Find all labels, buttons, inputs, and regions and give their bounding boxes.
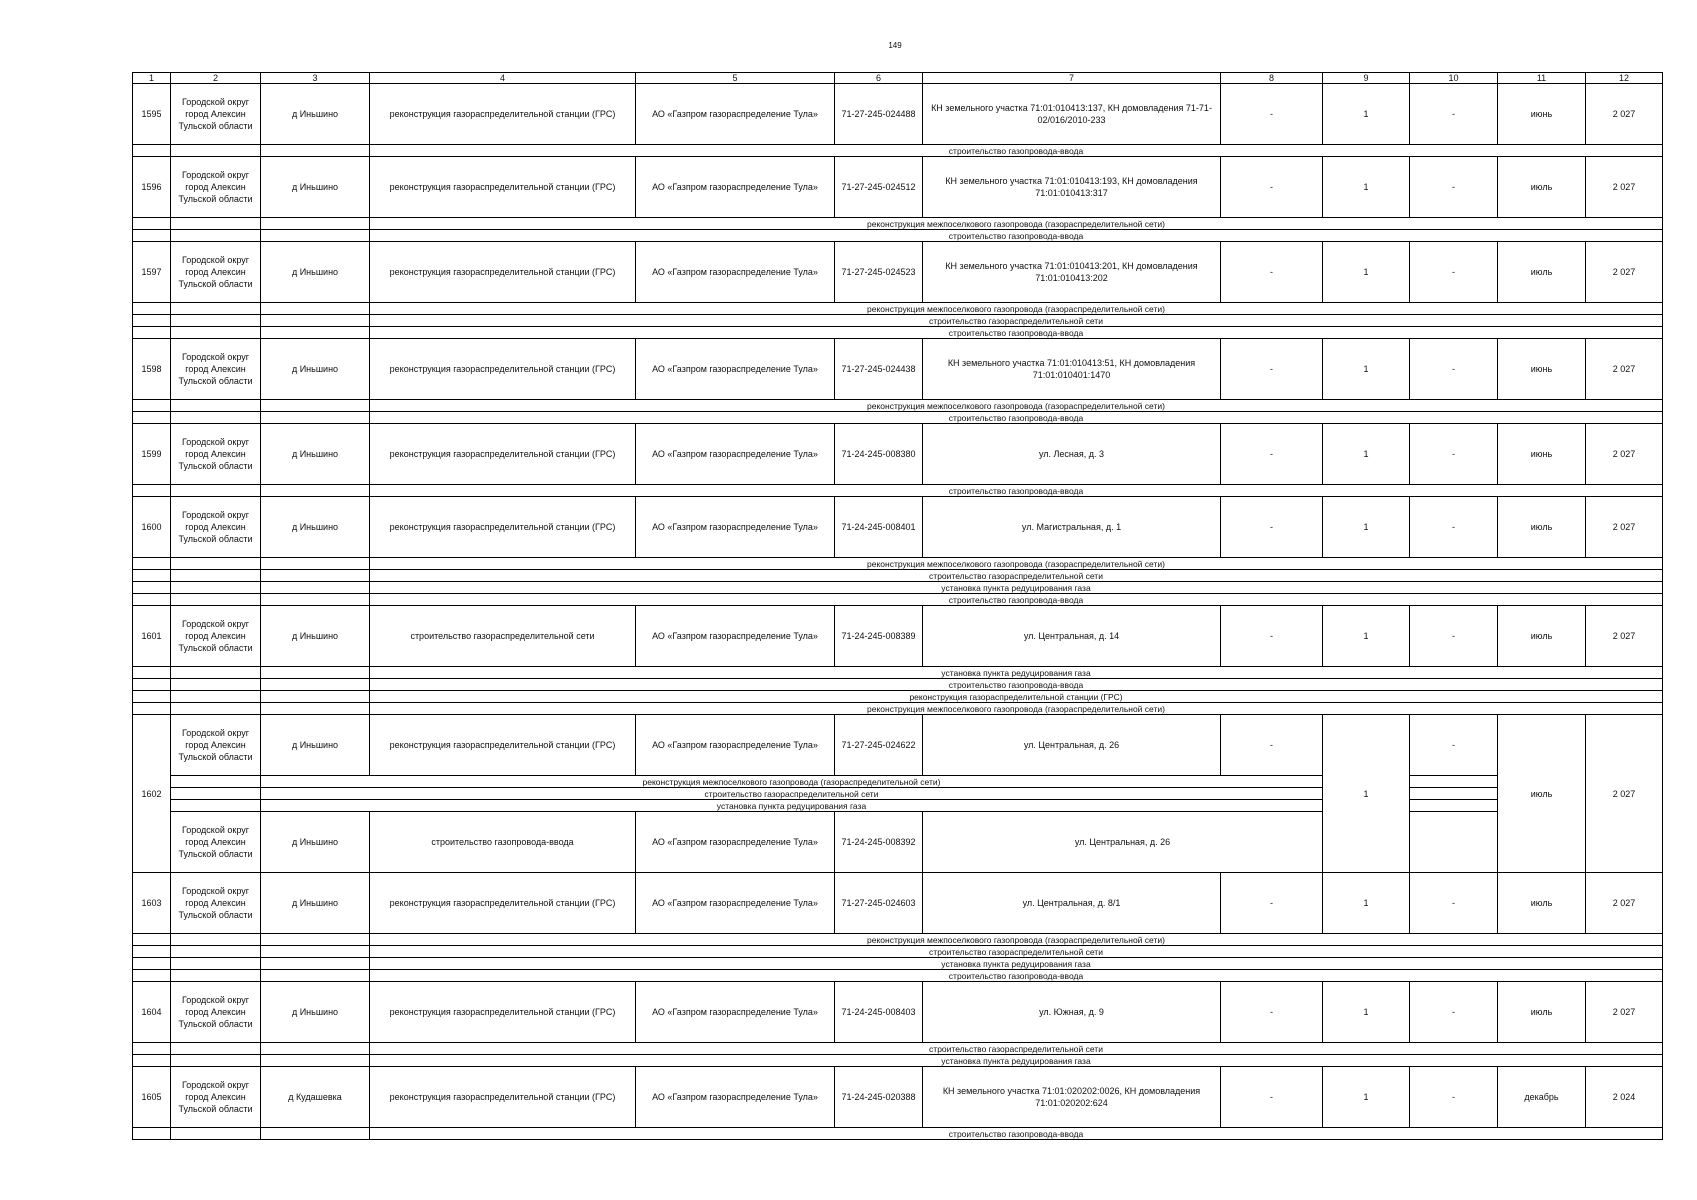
sub-blank-cell bbox=[133, 485, 171, 497]
sub-blank-cell bbox=[171, 679, 261, 691]
district-cell: Городской округ город Алексин Тульской области bbox=[171, 497, 261, 558]
sub-blank-cell bbox=[133, 303, 171, 315]
sub-blank-cell bbox=[133, 691, 171, 703]
col-num-9: 9 bbox=[1323, 73, 1410, 84]
organization-cell: АО «Газпром газораспределение Тула» bbox=[636, 873, 835, 934]
sub-work-text: строительство газопровода-ввода bbox=[370, 679, 1663, 691]
sub-work-text: строительство газопровода-ввода bbox=[370, 145, 1663, 157]
sub-blank-cell bbox=[261, 946, 370, 958]
col10-cell: - bbox=[1410, 715, 1498, 776]
organization-cell: АО «Газпром газораспределение Тула» bbox=[636, 497, 835, 558]
sub-blank-cell bbox=[261, 679, 370, 691]
work-type-cell: строительство газораспределительной сети bbox=[370, 606, 636, 667]
sub-blank-cell bbox=[133, 1128, 171, 1140]
address-cell: КН земельного участка 71:01:010413:51, КН домовладения 71:01:010401:1470 bbox=[923, 339, 1221, 400]
col9-cell: 1 bbox=[1323, 157, 1410, 218]
sub-blank-cell bbox=[261, 230, 370, 242]
col8-cell: - bbox=[1221, 157, 1323, 218]
sub-blank-cell bbox=[133, 570, 171, 582]
record-number: 1599 bbox=[133, 424, 171, 485]
sub-blank-cell bbox=[133, 315, 171, 327]
col9-cell: 1 bbox=[1323, 84, 1410, 145]
year-cell: 2 027 bbox=[1586, 873, 1663, 934]
sub-blank-cell bbox=[171, 145, 261, 157]
sub-work-row bbox=[133, 800, 1663, 812]
sub-blank-cell bbox=[133, 558, 171, 570]
sub-blank-cell bbox=[171, 970, 261, 982]
sub-blank-cell bbox=[171, 594, 261, 606]
sub-blank-cell bbox=[261, 1128, 370, 1140]
sub-blank-cell bbox=[171, 582, 261, 594]
district-cell: Городской округ город Алексин Тульской области bbox=[171, 157, 261, 218]
col10-cell: - bbox=[1410, 424, 1498, 485]
table-row bbox=[133, 242, 1663, 303]
organization-cell: АО «Газпром газораспределение Тула» bbox=[636, 812, 835, 873]
table-row bbox=[133, 715, 1663, 776]
sub-blank-cell bbox=[133, 218, 171, 230]
col8-cell: - bbox=[1221, 242, 1323, 303]
sub-work-text: установка пункта редуцирования газа bbox=[261, 800, 1323, 812]
sub-work-row bbox=[133, 230, 1663, 242]
sub-blank-cell bbox=[171, 800, 261, 812]
table-row bbox=[133, 873, 1663, 934]
table-row bbox=[133, 982, 1663, 1043]
district-cell: Городской округ город Алексин Тульской области bbox=[171, 1067, 261, 1128]
sub-blank-cell bbox=[171, 218, 261, 230]
organization-cell: АО «Газпром газораспределение Тула» bbox=[636, 84, 835, 145]
address-cell: ул. Южная, д. 9 bbox=[923, 982, 1221, 1043]
sub-work-text: строительство газопровода-ввода bbox=[370, 230, 1663, 242]
object-code-cell: 71-27-245-024523 bbox=[835, 242, 923, 303]
sub-blank-cell bbox=[133, 582, 171, 594]
col9-cell: 1 bbox=[1323, 339, 1410, 400]
month-cell: июнь bbox=[1498, 84, 1586, 145]
record-number: 1596 bbox=[133, 157, 171, 218]
sub-work-text: реконструкция газораспределительной станции (ГРС) bbox=[370, 691, 1663, 703]
sub-blank-cell bbox=[171, 1055, 261, 1067]
sub-blank-cell bbox=[261, 1055, 370, 1067]
sub-work-row bbox=[133, 594, 1663, 606]
work-type-cell: реконструкция газораспределительной станции (ГРС) bbox=[370, 424, 636, 485]
sub-blank-cell bbox=[171, 703, 261, 715]
sub-blank-cell bbox=[171, 934, 261, 946]
sub-work-text: реконструкция межпоселкового газопровода (газораспределительной сети) bbox=[370, 303, 1663, 315]
month-cell: июль bbox=[1498, 157, 1586, 218]
sub-blank-cell bbox=[261, 594, 370, 606]
sub-blank-cell bbox=[133, 679, 171, 691]
table-row bbox=[133, 1067, 1663, 1128]
sub-work-text: установка пункта редуцирования газа bbox=[370, 1055, 1663, 1067]
sub-work-text: установка пункта редуцирования газа bbox=[370, 667, 1663, 679]
address-cell: КН земельного участка 71:01:020202:0026, КН домовладения 71:01:020202:624 bbox=[923, 1067, 1221, 1128]
sub-blank-cell bbox=[261, 303, 370, 315]
object-code-cell: 71-24-245-008403 bbox=[835, 982, 923, 1043]
sub-blank-cell bbox=[171, 315, 261, 327]
sub-work-row bbox=[133, 934, 1663, 946]
sub-work-text: реконструкция межпоселкового газопровода (газораспределительной сети) bbox=[370, 400, 1663, 412]
col9-cell: 1 bbox=[1323, 424, 1410, 485]
record-number: 1603 bbox=[133, 873, 171, 934]
sub-work-text: строительство газораспределительной сети bbox=[370, 315, 1663, 327]
year-cell: 2 027 bbox=[1586, 84, 1663, 145]
month-cell: июль bbox=[1498, 715, 1586, 873]
organization-cell: АО «Газпром газораспределение Тула» bbox=[636, 982, 835, 1043]
year-cell: 2 027 bbox=[1586, 157, 1663, 218]
col9-cell: 1 bbox=[1323, 715, 1410, 873]
sub-work-text: строительство газопровода-ввода bbox=[370, 485, 1663, 497]
col10-cell: - bbox=[1410, 606, 1498, 667]
sub-work-row bbox=[133, 776, 1663, 788]
sub-work-row bbox=[133, 145, 1663, 157]
sub-blank-cell bbox=[261, 327, 370, 339]
col10-cell: - bbox=[1410, 157, 1498, 218]
sub-blank-cell bbox=[261, 145, 370, 157]
sub-blank-cell bbox=[171, 667, 261, 679]
year-cell: 2 027 bbox=[1586, 606, 1663, 667]
col9-cell: 1 bbox=[1323, 497, 1410, 558]
col-num-11: 11 bbox=[1498, 73, 1586, 84]
sub-work-row bbox=[133, 788, 1663, 800]
col8-cell: - bbox=[1221, 1067, 1323, 1128]
sub-work-row bbox=[133, 703, 1663, 715]
sub-blank-cell bbox=[171, 946, 261, 958]
sub-work-row bbox=[133, 412, 1663, 424]
object-code-cell: 71-24-245-020388 bbox=[835, 1067, 923, 1128]
address-cell: ул. Магистральная, д. 1 bbox=[923, 497, 1221, 558]
sub-blank-cell bbox=[171, 1043, 261, 1055]
sub-work-row bbox=[133, 679, 1663, 691]
village-cell: д Иньшино bbox=[261, 606, 370, 667]
year-cell: 2 027 bbox=[1586, 715, 1663, 873]
sub-work-text: реконструкция межпоселкового газопровода (газораспределительной сети) bbox=[370, 558, 1663, 570]
sub-blank-cell bbox=[171, 412, 261, 424]
district-cell: Городской округ город Алексин Тульской области bbox=[171, 812, 261, 873]
col-num-4: 4 bbox=[370, 73, 636, 84]
object-code-cell: 71-27-245-024622 bbox=[835, 715, 923, 776]
sub-work-row bbox=[133, 315, 1663, 327]
village-cell: д Иньшино bbox=[261, 84, 370, 145]
sub-work-row bbox=[133, 400, 1663, 412]
sub-work-row bbox=[133, 303, 1663, 315]
object-code-cell: 71-27-245-024438 bbox=[835, 339, 923, 400]
col-num-2: 2 bbox=[171, 73, 261, 84]
sub-blank-cell bbox=[1410, 788, 1498, 800]
year-cell: 2 027 bbox=[1586, 982, 1663, 1043]
object-code-cell: 71-24-245-008380 bbox=[835, 424, 923, 485]
table-row bbox=[133, 339, 1663, 400]
col-num-5: 5 bbox=[636, 73, 835, 84]
col8-cell: - bbox=[1221, 339, 1323, 400]
sub-work-text: установка пункта редуцирования газа bbox=[370, 958, 1663, 970]
col-num-3: 3 bbox=[261, 73, 370, 84]
sub-work-text: строительство газопровода-ввода bbox=[370, 412, 1663, 424]
sub-work-row bbox=[133, 558, 1663, 570]
table-row bbox=[133, 157, 1663, 218]
sub-work-text: строительство газораспределительной сети bbox=[261, 788, 1323, 800]
village-cell: д Иньшино bbox=[261, 497, 370, 558]
col8-cell: - bbox=[1221, 715, 1323, 776]
sub-blank-cell bbox=[133, 946, 171, 958]
sub-blank-cell bbox=[171, 570, 261, 582]
organization-cell: АО «Газпром газораспределение Тула» bbox=[636, 339, 835, 400]
object-code-cell: 71-27-245-024488 bbox=[835, 84, 923, 145]
sub-work-text: строительство газораспределительной сети bbox=[370, 946, 1663, 958]
table-row bbox=[133, 84, 1663, 145]
organization-cell: АО «Газпром газораспределение Тула» bbox=[636, 606, 835, 667]
sub-blank-cell bbox=[171, 327, 261, 339]
district-cell: Городской округ город Алексин Тульской области bbox=[171, 715, 261, 776]
object-code-cell: 71-24-245-008389 bbox=[835, 606, 923, 667]
sub-blank-cell bbox=[133, 230, 171, 242]
sub-blank-cell bbox=[261, 1043, 370, 1055]
sub-work-row bbox=[133, 1128, 1663, 1140]
sub-blank-cell bbox=[261, 315, 370, 327]
gasification-table bbox=[132, 72, 1663, 1140]
col10-cell: - bbox=[1410, 873, 1498, 934]
address-cell: ул. Центральная, д. 8/1 bbox=[923, 873, 1221, 934]
sub-blank-cell bbox=[171, 303, 261, 315]
year-cell: 2 027 bbox=[1586, 424, 1663, 485]
col10-cell bbox=[1410, 812, 1498, 873]
col10-cell: - bbox=[1410, 339, 1498, 400]
district-cell: Городской округ город Алексин Тульской области bbox=[171, 424, 261, 485]
work-type-cell: реконструкция газораспределительной станции (ГРС) bbox=[370, 339, 636, 400]
address-cell: КН земельного участка 71:01:010413:137, КН домовладения 71-71-02/016/2010-233 bbox=[923, 84, 1221, 145]
sub-blank-cell bbox=[261, 970, 370, 982]
object-code-cell: 71-27-245-024512 bbox=[835, 157, 923, 218]
col-num-8: 8 bbox=[1221, 73, 1323, 84]
month-cell: июль bbox=[1498, 497, 1586, 558]
month-cell: июль bbox=[1498, 242, 1586, 303]
object-code-cell: 71-24-245-008392 bbox=[835, 812, 923, 873]
col-num-1: 1 bbox=[133, 73, 171, 84]
sub-work-row bbox=[133, 582, 1663, 594]
sub-blank-cell bbox=[133, 1055, 171, 1067]
village-cell: д Кудашевка bbox=[261, 1067, 370, 1128]
col9-cell: 1 bbox=[1323, 242, 1410, 303]
address-cell: ул. Центральная, д. 26 bbox=[923, 812, 1323, 873]
month-cell: июнь bbox=[1498, 424, 1586, 485]
col10-cell: - bbox=[1410, 242, 1498, 303]
organization-cell: АО «Газпром газораспределение Тула» bbox=[636, 242, 835, 303]
record-number: 1605 bbox=[133, 1067, 171, 1128]
work-type-cell: реконструкция газораспределительной станции (ГРС) bbox=[370, 715, 636, 776]
sub-blank-cell bbox=[261, 400, 370, 412]
sub-work-text: реконструкция межпоселкового газопровода (газораспределительной сети) bbox=[370, 703, 1663, 715]
organization-cell: АО «Газпром газораспределение Тула» bbox=[636, 1067, 835, 1128]
organization-cell: АО «Газпром газораспределение Тула» bbox=[636, 157, 835, 218]
col9-cell: 1 bbox=[1323, 1067, 1410, 1128]
sub-blank-cell bbox=[133, 1043, 171, 1055]
sub-work-row bbox=[133, 327, 1663, 339]
sub-work-text: строительство газораспределительной сети bbox=[370, 570, 1663, 582]
record-number: 1604 bbox=[133, 982, 171, 1043]
col-num-12: 12 bbox=[1586, 73, 1663, 84]
col10-cell: - bbox=[1410, 1067, 1498, 1128]
month-cell: июнь bbox=[1498, 339, 1586, 400]
sub-work-text: строительство газораспределительной сети bbox=[370, 1043, 1663, 1055]
col-num-7: 7 bbox=[923, 73, 1221, 84]
column-number-row bbox=[133, 73, 1663, 84]
sub-blank-cell bbox=[261, 691, 370, 703]
sub-work-text: строительство газопровода-ввода bbox=[370, 594, 1663, 606]
col10-cell: - bbox=[1410, 982, 1498, 1043]
address-cell: КН земельного участка 71:01:010413:193, КН домовладения 71:01:010413:317 bbox=[923, 157, 1221, 218]
sub-blank-cell bbox=[171, 230, 261, 242]
district-cell: Городской округ город Алексин Тульской области bbox=[171, 606, 261, 667]
sub-work-row bbox=[133, 570, 1663, 582]
sub-blank-cell bbox=[171, 788, 261, 800]
sub-blank-cell bbox=[133, 327, 171, 339]
record-number: 1600 bbox=[133, 497, 171, 558]
village-cell: д Иньшино bbox=[261, 812, 370, 873]
sub-blank-cell bbox=[261, 934, 370, 946]
work-type-cell: реконструкция газораспределительной станции (ГРС) bbox=[370, 1067, 636, 1128]
table-row bbox=[133, 497, 1663, 558]
sub-work-text: реконструкция межпоселкового газопровода (газораспределительной сети) bbox=[261, 776, 1323, 788]
sub-blank-cell bbox=[171, 776, 261, 788]
object-code-cell: 71-24-245-008401 bbox=[835, 497, 923, 558]
sub-work-row bbox=[133, 691, 1663, 703]
month-cell: декабрь bbox=[1498, 1067, 1586, 1128]
work-type-cell: строительство газопровода-ввода bbox=[370, 812, 636, 873]
village-cell: д Иньшино bbox=[261, 424, 370, 485]
record-number: 1602 bbox=[133, 715, 171, 873]
sub-blank-cell bbox=[171, 1128, 261, 1140]
col8-cell: - bbox=[1221, 424, 1323, 485]
sub-blank-cell bbox=[261, 582, 370, 594]
sub-work-row bbox=[133, 970, 1663, 982]
col8-cell: - bbox=[1221, 982, 1323, 1043]
year-cell: 2 027 bbox=[1586, 497, 1663, 558]
sub-blank-cell bbox=[1410, 800, 1498, 812]
sub-blank-cell bbox=[171, 400, 261, 412]
sub-blank-cell bbox=[133, 594, 171, 606]
col10-cell: - bbox=[1410, 497, 1498, 558]
sub-blank-cell bbox=[133, 412, 171, 424]
organization-cell: АО «Газпром газораспределение Тула» bbox=[636, 424, 835, 485]
sub-blank-cell bbox=[133, 934, 171, 946]
year-cell: 2 024 bbox=[1586, 1067, 1663, 1128]
sub-blank-cell bbox=[1410, 776, 1498, 788]
sub-work-row bbox=[133, 1055, 1663, 1067]
sub-blank-cell bbox=[261, 412, 370, 424]
record-number: 1598 bbox=[133, 339, 171, 400]
year-cell: 2 027 bbox=[1586, 242, 1663, 303]
address-cell: ул. Лесная, д. 3 bbox=[923, 424, 1221, 485]
object-code-cell: 71-27-245-024603 bbox=[835, 873, 923, 934]
district-cell: Городской округ город Алексин Тульской области bbox=[171, 982, 261, 1043]
district-cell: Городской округ город Алексин Тульской области bbox=[171, 84, 261, 145]
record-number: 1597 bbox=[133, 242, 171, 303]
sub-blank-cell bbox=[133, 958, 171, 970]
work-type-cell: реконструкция газораспределительной станции (ГРС) bbox=[370, 84, 636, 145]
page-number: 149 bbox=[888, 41, 902, 50]
sub-work-row bbox=[133, 667, 1663, 679]
work-type-cell: реконструкция газораспределительной станции (ГРС) bbox=[370, 242, 636, 303]
col8-cell: - bbox=[1221, 606, 1323, 667]
year-cell: 2 027 bbox=[1586, 339, 1663, 400]
work-type-cell: реконструкция газораспределительной станции (ГРС) bbox=[370, 157, 636, 218]
sub-blank-cell bbox=[261, 485, 370, 497]
sub-work-text: строительство газопровода-ввода bbox=[370, 1128, 1663, 1140]
district-cell: Городской округ город Алексин Тульской области bbox=[171, 873, 261, 934]
sub-work-text: реконструкция межпоселкового газопровода (газораспределительной сети) bbox=[370, 934, 1663, 946]
sub-work-text: строительство газопровода-ввода bbox=[370, 970, 1663, 982]
district-cell: Городской округ город Алексин Тульской области bbox=[171, 242, 261, 303]
month-cell: июль bbox=[1498, 982, 1586, 1043]
col10-cell: - bbox=[1410, 84, 1498, 145]
village-cell: д Иньшино bbox=[261, 157, 370, 218]
sub-work-row bbox=[133, 218, 1663, 230]
col8-cell: - bbox=[1221, 497, 1323, 558]
month-cell: июль bbox=[1498, 873, 1586, 934]
sub-blank-cell bbox=[133, 145, 171, 157]
table-row bbox=[133, 424, 1663, 485]
sub-work-row bbox=[133, 946, 1663, 958]
sub-blank-cell bbox=[133, 667, 171, 679]
sub-work-row bbox=[133, 485, 1663, 497]
address-cell: КН земельного участка 71:01:010413:201, КН домовладения 71:01:010413:202 bbox=[923, 242, 1221, 303]
col-num-10: 10 bbox=[1410, 73, 1498, 84]
sub-blank-cell bbox=[171, 958, 261, 970]
table-row bbox=[133, 606, 1663, 667]
address-cell: ул. Центральная, д. 26 bbox=[923, 715, 1221, 776]
sub-work-row bbox=[133, 958, 1663, 970]
sub-work-text: строительство газопровода-ввода bbox=[370, 327, 1663, 339]
work-type-cell: реконструкция газораспределительной станции (ГРС) bbox=[370, 497, 636, 558]
district-cell: Городской округ город Алексин Тульской области bbox=[171, 339, 261, 400]
col-num-6: 6 bbox=[835, 73, 923, 84]
record-number: 1595 bbox=[133, 84, 171, 145]
sub-blank-cell bbox=[261, 958, 370, 970]
sub-blank-cell bbox=[171, 691, 261, 703]
col8-cell: - bbox=[1221, 84, 1323, 145]
sub-blank-cell bbox=[261, 218, 370, 230]
village-cell: д Иньшино bbox=[261, 982, 370, 1043]
work-type-cell: реконструкция газораспределительной станции (ГРС) bbox=[370, 982, 636, 1043]
sub-blank-cell bbox=[261, 570, 370, 582]
record-number: 1601 bbox=[133, 606, 171, 667]
sub-work-text: реконструкция межпоселкового газопровода (газораспределительной сети) bbox=[370, 218, 1663, 230]
table-row bbox=[133, 812, 1663, 873]
col9-cell: 1 bbox=[1323, 606, 1410, 667]
col9-cell: 1 bbox=[1323, 982, 1410, 1043]
organization-cell: АО «Газпром газораспределение Тула» bbox=[636, 715, 835, 776]
village-cell: д Иньшино bbox=[261, 715, 370, 776]
col8-cell: - bbox=[1221, 873, 1323, 934]
sub-blank-cell bbox=[261, 667, 370, 679]
month-cell: июль bbox=[1498, 606, 1586, 667]
sub-blank-cell bbox=[261, 558, 370, 570]
sub-blank-cell bbox=[133, 970, 171, 982]
address-cell: ул. Центральная, д. 14 bbox=[923, 606, 1221, 667]
sub-work-text: установка пункта редуцирования газа bbox=[370, 582, 1663, 594]
col9-cell: 1 bbox=[1323, 873, 1410, 934]
sub-blank-cell bbox=[133, 703, 171, 715]
sub-blank-cell bbox=[171, 485, 261, 497]
village-cell: д Иньшино bbox=[261, 339, 370, 400]
village-cell: д Иньшино bbox=[261, 873, 370, 934]
sub-blank-cell bbox=[261, 703, 370, 715]
sub-work-row bbox=[133, 1043, 1663, 1055]
sub-blank-cell bbox=[133, 400, 171, 412]
work-type-cell: реконструкция газораспределительной станции (ГРС) bbox=[370, 873, 636, 934]
sub-blank-cell bbox=[171, 558, 261, 570]
village-cell: д Иньшино bbox=[261, 242, 370, 303]
